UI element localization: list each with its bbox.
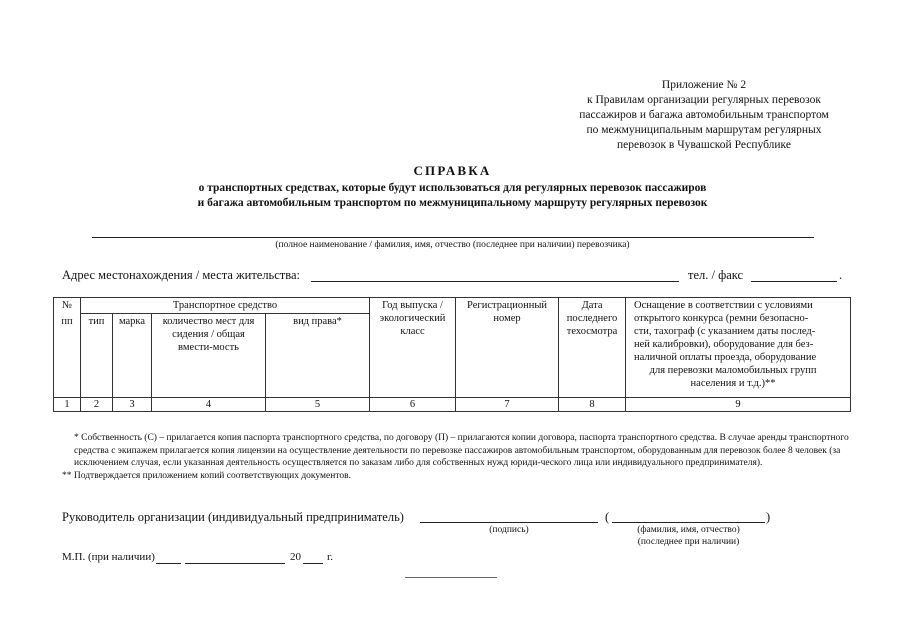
appendix-line: пассажиров и багажа автомобильным транспортом bbox=[579, 109, 829, 121]
document-subtitle bbox=[0, 181, 905, 211]
footnote-1: * Собственность (С) – прилагается копия паспорта транспортного средства, по договору (П) – прилагаются копии договора, паспорта транспортного средства. В случае аренды транспортного средства с экипажем прилагается копия лицензии на осуществление деятельности по перевозке пассажиров автомобильным транспортом, оборудованным для перевозок более 8 человек (за исключением случая, если указанная деятельность осуществляется по заказам либо для собственных нужд юриди-ческого лица или индивидуального предпринимателя). bbox=[74, 433, 849, 468]
appendix-line: перевозок в Чувашской Республике bbox=[617, 139, 791, 151]
appendix-line: к Правилам организации регулярных перевозок bbox=[587, 94, 821, 106]
col-vehicle-header: Транспортное средство bbox=[81, 298, 370, 314]
date-day-field[interactable] bbox=[156, 563, 181, 564]
document-title: СПРАВКА bbox=[413, 163, 492, 178]
col-number: 5 bbox=[266, 398, 370, 412]
year-prefix: 20 bbox=[290, 551, 301, 563]
col-brand-header: марка bbox=[113, 314, 152, 398]
col-num-header: № bbox=[54, 298, 81, 314]
col-year-header: Год выпуска / экологический класс bbox=[370, 298, 456, 398]
col-number: 9 bbox=[626, 398, 851, 412]
col-equipment-header bbox=[626, 298, 851, 398]
col-number: 7 bbox=[456, 398, 559, 412]
address-field[interactable] bbox=[311, 281, 679, 282]
appendix-header bbox=[548, 78, 860, 153]
col-number: 4 bbox=[152, 398, 266, 412]
signature-field[interactable] bbox=[420, 522, 598, 523]
name-field[interactable] bbox=[612, 522, 765, 523]
date-month-field[interactable] bbox=[185, 563, 285, 564]
vehicles-table bbox=[53, 297, 851, 412]
signature-caption: (подпись) bbox=[489, 525, 529, 535]
subtitle-line-2: и багажа автомобильным транспортом по межмуниципальному маршруту регулярных перевозок bbox=[197, 197, 708, 209]
address-label: Адрес местонахождения / места жительства: bbox=[62, 268, 301, 282]
stamp-label: М.П. (при наличии) bbox=[62, 551, 155, 563]
equip-line: ней калибровки), оборудование для без- bbox=[634, 339, 814, 350]
equip-line: сти, тахограф (с указанием даты послед- bbox=[634, 326, 816, 337]
address-end: . bbox=[839, 268, 843, 282]
footnote-2: ** Подтверждается приложением копий соответствующих документов. bbox=[62, 470, 351, 481]
phone-field[interactable] bbox=[751, 281, 837, 282]
col-number: 8 bbox=[559, 398, 626, 412]
date-year-field[interactable] bbox=[303, 563, 323, 564]
bottom-divider bbox=[405, 577, 497, 578]
col-date-header: Дата последнего техосмотра bbox=[559, 298, 626, 398]
appendix-line: Приложение № 2 bbox=[661, 79, 747, 91]
name-close-paren: ) bbox=[766, 510, 771, 524]
year-suffix: г. bbox=[327, 551, 334, 563]
col-num-subheader: пп bbox=[54, 314, 81, 398]
col-right-header: вид права* bbox=[266, 314, 370, 398]
col-seats-header: количество мест для сидения / общая вмести-мость bbox=[152, 314, 266, 398]
name-caption-2: (последнее при наличии) bbox=[637, 537, 740, 547]
equip-line: Оснащение в соответствии с условиями bbox=[634, 300, 813, 311]
col-number: 6 bbox=[370, 398, 456, 412]
equip-line: открытого конкурса (ремни безопасно- bbox=[634, 313, 809, 324]
phone-label: тел. / факс bbox=[688, 268, 744, 282]
name-open-paren: ( bbox=[605, 510, 610, 524]
equip-line: наличной оплаты проезда, оборудование bbox=[634, 352, 817, 363]
col-number: 1 bbox=[54, 398, 81, 412]
footnotes bbox=[62, 432, 852, 482]
carrier-name-line[interactable] bbox=[92, 237, 814, 238]
subtitle-line-1: о транспортных средствах, которые будут использоваться для регулярных перевозок пассажиров bbox=[198, 182, 707, 194]
col-number: 2 bbox=[81, 398, 113, 412]
appendix-line: по межмуниципальным маршрутам регулярных bbox=[586, 124, 822, 136]
col-type-header: тип bbox=[81, 314, 113, 398]
col-number: 3 bbox=[113, 398, 152, 412]
col-reg-header: Регистрационный номер bbox=[456, 298, 559, 398]
equip-line: населения и т.д.)** bbox=[690, 378, 776, 389]
equip-line: для перевозки маломобильных групп bbox=[649, 365, 817, 376]
carrier-caption: (полное наименование / фамилия, имя, отчество (последнее при наличии) перевозчика) bbox=[275, 240, 630, 250]
name-caption-1: (фамилия, имя, отчество) bbox=[637, 525, 740, 535]
signature-label: Руководитель организации (индивидуальный предприниматель) bbox=[62, 510, 404, 524]
